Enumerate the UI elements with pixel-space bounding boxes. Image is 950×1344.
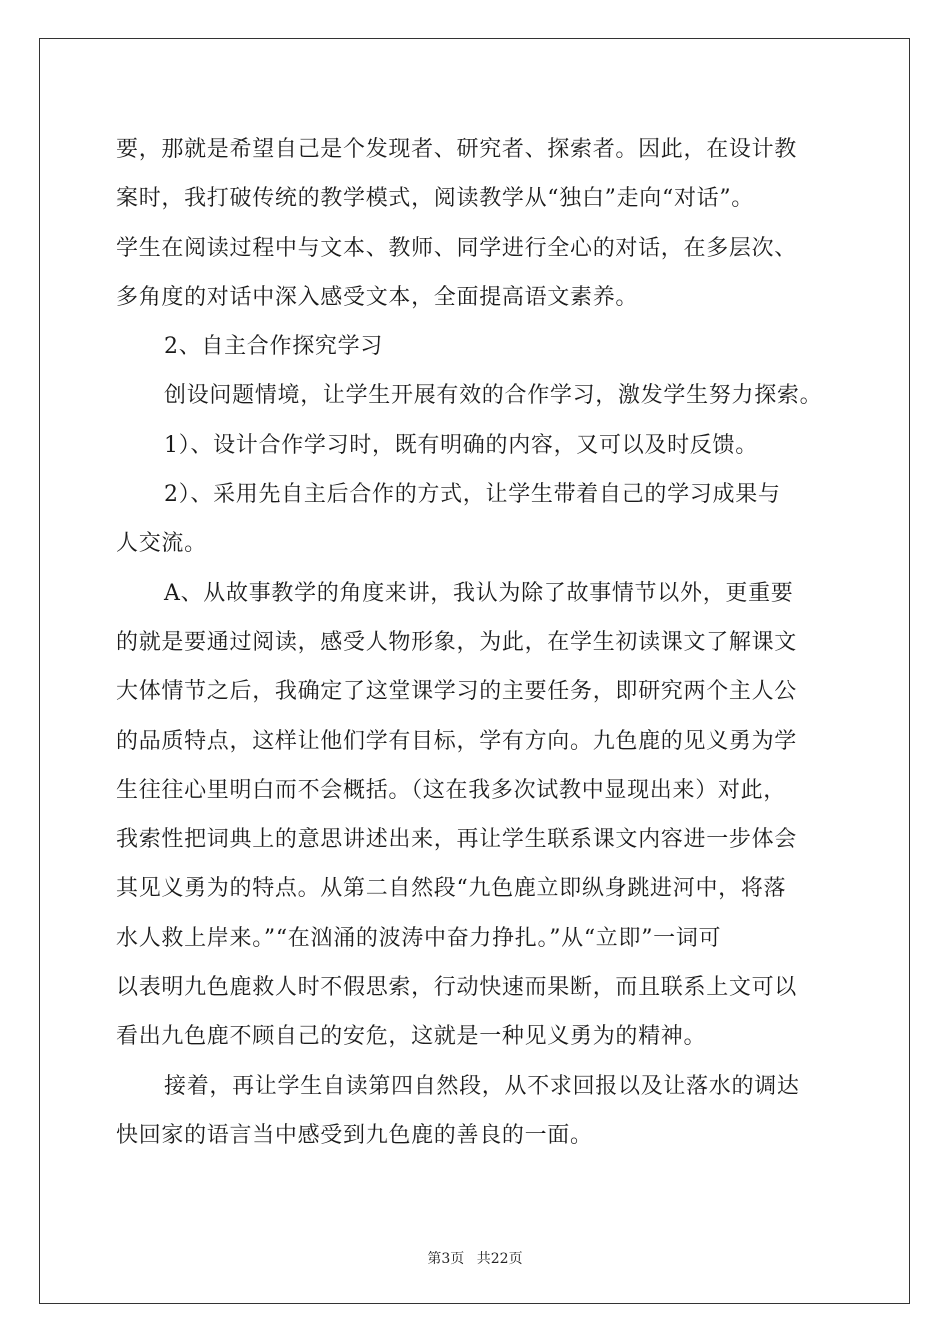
document-body — [116, 125, 836, 1160]
text-line: 生往往心里明白而不会概括。（这在我多次试教中显现出来）对此， — [116, 777, 787, 803]
text-line: A、从故事教学的角度来讲，我认为除了故事情节以外，更重要 — [164, 580, 794, 606]
text-line: 其见义勇为的特点。从第二自然段“九色鹿立即纵身跳进河中，将落 — [116, 876, 787, 902]
page-total: 共22页 — [476, 1251, 523, 1267]
section-heading: 2、自主合作探究学习 — [164, 334, 383, 360]
text-line: 创设问题情境，让学生开展有效的合作学习，激发学生努力探索。 — [164, 383, 823, 409]
text-line: 我索性把词典上的意思讲述出来，再让学生联系课文内容进一步体会 — [116, 827, 798, 853]
text-line: 水人救上岸来。”“在汹涌的波涛中奋力挣扎。”从“立即”一词可 — [116, 925, 722, 951]
text-line: 接着，再让学生自读第四自然段，从不求回报以及让落水的调达 — [164, 1073, 800, 1099]
text-line: 2）、采用先自主后合作的方式，让学生带着自己的学习成果与 — [164, 482, 781, 508]
text-line: 以表明九色鹿救人时不假思索，行动快速而果断，而且联系上文可以 — [116, 975, 798, 1001]
text-line: 大体情节之后，我确定了这堂课学习的主要任务，即研究两个主人公 — [116, 679, 798, 705]
text-line: 案时，我打破传统的教学模式，阅读教学从“独白”走向“对话”。 — [116, 186, 754, 212]
text-line: 1）、设计合作学习时，既有明确的内容，又可以及时反馈。 — [164, 432, 758, 458]
text-line: 快回家的语言当中感受到九色鹿的善良的一面。 — [116, 1122, 593, 1148]
page-number: 第3页 — [427, 1251, 465, 1267]
text-line: 看出九色鹿不顾自己的安危，这就是一种见义勇为的精神。 — [116, 1024, 707, 1050]
text-line: 要，那就是希望自己是个发现者、研究者、探索者。因此，在设计教 — [116, 137, 798, 162]
text-line: 人交流。 — [116, 531, 207, 557]
page-footer — [0, 1248, 950, 1268]
text-line: 的品质特点，这样让他们学有目标，学有方向。九色鹿的见义勇为学 — [116, 728, 798, 754]
text-line: 学生在阅读过程中与文本、教师、同学进行全心的对话，在多层次、 — [116, 235, 798, 261]
text-line: 的就是要通过阅读，感受人物形象，为此，在学生初读课文了解课文 — [116, 629, 798, 655]
text-line: 多角度的对话中深入感受文本，全面提高语文素养。 — [116, 284, 639, 310]
